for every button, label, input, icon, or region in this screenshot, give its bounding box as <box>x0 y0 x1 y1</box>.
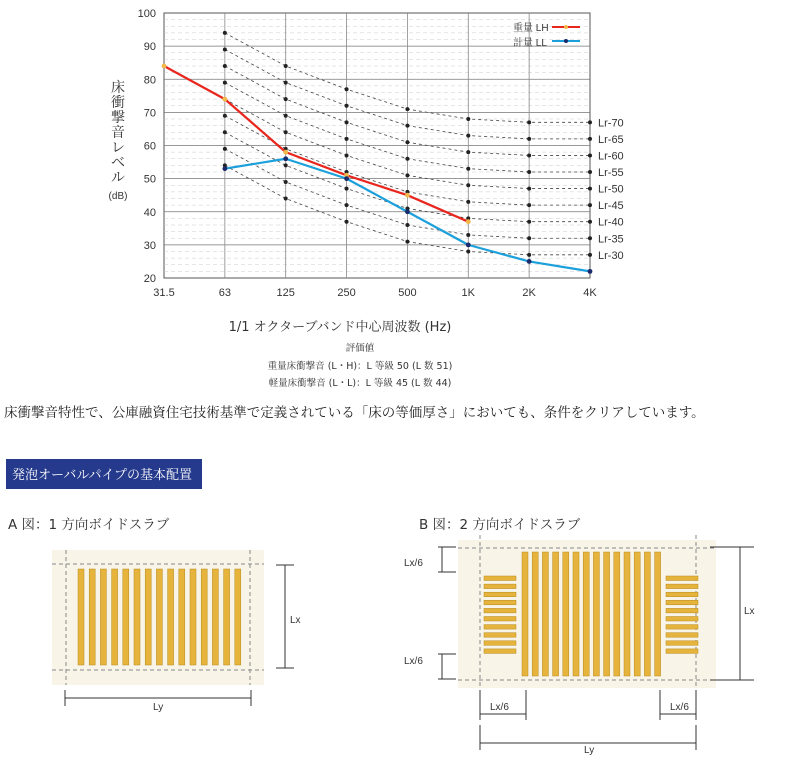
series-point <box>527 259 532 264</box>
reference-point <box>284 180 288 184</box>
reference-point <box>284 64 288 68</box>
reference-point <box>527 187 531 191</box>
series-point <box>466 242 471 247</box>
pipe-vertical <box>563 552 569 676</box>
pipe-horizontal-left <box>484 600 516 605</box>
x-axis-title: 1/1 オクターブバンド中心周波数 (Hz) <box>228 320 452 335</box>
reference-curve-label: Lr-55 <box>598 167 624 179</box>
pipe-vertical <box>112 569 118 665</box>
x-tick-label: 125 <box>276 287 295 299</box>
reference-point <box>588 220 592 224</box>
series-point <box>588 269 593 274</box>
reference-point <box>345 120 349 124</box>
reference-point <box>345 203 349 207</box>
reference-point <box>223 130 227 134</box>
pipe-vertical <box>655 552 661 676</box>
reference-point <box>588 137 592 141</box>
pipe-vertical <box>573 552 579 676</box>
pipe-vertical <box>644 552 650 676</box>
pipe-horizontal-right <box>666 584 698 589</box>
pipe-horizontal-right <box>666 617 698 622</box>
reference-point <box>466 250 470 254</box>
reference-point <box>405 107 409 111</box>
legend-ll-marker <box>564 39 568 43</box>
reference-point <box>588 170 592 174</box>
pipe-horizontal-left <box>484 617 516 622</box>
reference-point <box>527 253 531 257</box>
diagram-a-title: A 図：1 方向ボイドスラブ <box>8 517 170 533</box>
reference-point <box>284 114 288 118</box>
reference-point <box>588 203 592 207</box>
notes-light: 軽量床衝撃音 (L・L)：L 等級 45 (L 数 44) <box>268 378 452 389</box>
reference-point <box>345 137 349 141</box>
y-tick-label: 100 <box>137 8 156 20</box>
pipe-vertical <box>145 569 151 665</box>
reference-point <box>345 187 349 191</box>
reference-point <box>405 124 409 128</box>
label-ly-b: Ly <box>584 745 595 755</box>
pipe-vertical <box>78 569 84 665</box>
pipe-vertical <box>235 569 241 665</box>
y-axis-label-char: 音 <box>111 125 125 141</box>
pipe-horizontal-right <box>666 592 698 597</box>
y-tick-label: 90 <box>143 41 156 54</box>
reference-curve-label: Lr-70 <box>598 117 624 130</box>
reference-point <box>466 200 470 204</box>
reference-point <box>466 134 470 138</box>
reference-point <box>405 173 409 177</box>
reference-point <box>345 87 349 91</box>
pipe-horizontal-right <box>666 633 698 638</box>
reference-point <box>284 97 288 101</box>
reference-point <box>527 203 531 207</box>
pipe-vertical <box>542 552 548 676</box>
reference-point <box>345 153 349 157</box>
reference-point <box>405 157 409 161</box>
pipe-vertical <box>100 569 106 665</box>
y-tick-label: 20 <box>143 273 156 285</box>
pipe-vertical <box>604 552 610 676</box>
series-point <box>162 64 167 69</box>
reference-point <box>466 117 470 121</box>
pipe-vertical <box>156 569 162 665</box>
reference-point <box>405 240 409 244</box>
reference-point <box>284 130 288 134</box>
reference-point <box>284 81 288 85</box>
x-tick-label: 2K <box>522 287 536 299</box>
pipe-vertical <box>168 569 174 665</box>
pipe-vertical <box>614 552 620 676</box>
pipe-vertical <box>522 552 528 676</box>
y-tick-label: 50 <box>143 173 156 186</box>
y-tick-label: 70 <box>143 107 156 120</box>
label-b-x6-left: Lx/6 <box>490 702 509 713</box>
reference-point <box>223 114 227 118</box>
reference-point <box>405 223 409 227</box>
reference-point <box>223 31 227 35</box>
pipe-horizontal-right <box>666 600 698 605</box>
caption-text: 床衝撃音特性で、公庫融資住宅技術基準で定義されている「床の等価厚さ」においても、条件をクリアしています。 <box>4 405 705 421</box>
reference-point <box>588 120 592 124</box>
diagram-a <box>0 540 320 720</box>
series-point <box>222 97 227 102</box>
pipe-horizontal-left <box>484 592 516 597</box>
y-axis-label-char: 衝 <box>111 95 125 111</box>
pipe-horizontal-left <box>484 625 516 630</box>
pipe-horizontal-left <box>484 608 516 613</box>
series-point <box>466 219 471 224</box>
label-b-x6-right: Lx/6 <box>670 702 689 713</box>
pipes-a <box>78 569 241 665</box>
series-point <box>283 150 288 155</box>
reference-point <box>405 140 409 144</box>
reference-point <box>527 220 531 224</box>
y-axis-unit: (dB) <box>108 191 128 202</box>
series-point <box>405 193 410 198</box>
pipe-vertical <box>224 569 230 665</box>
x-tick-label: 250 <box>337 287 356 299</box>
x-tick-label: 500 <box>398 287 417 299</box>
reference-point <box>588 253 592 257</box>
reference-curve-label: Lr-45 <box>598 200 624 213</box>
reference-curve-label: Lr-40 <box>598 216 624 229</box>
pipe-vertical <box>624 552 630 676</box>
reference-point <box>284 163 288 167</box>
y-axis-label-char: 床 <box>111 80 125 96</box>
pipe-horizontal-right <box>666 608 698 613</box>
pipe-horizontal-left <box>484 641 516 646</box>
pipe-vertical <box>190 569 196 665</box>
reference-point <box>466 167 470 171</box>
pipe-horizontal-left <box>484 584 516 589</box>
reference-point <box>223 81 227 85</box>
pipe-vertical <box>634 552 640 676</box>
label-ly-a: Ly <box>153 702 164 713</box>
reference-curve-label: Lr-30 <box>598 249 624 262</box>
label-lx-b: Lx <box>744 606 755 617</box>
y-tick-label: 80 <box>143 74 156 87</box>
reference-curve-label: Lr-60 <box>598 150 624 163</box>
pipe-horizontal-left <box>484 576 516 581</box>
pipe-vertical <box>593 552 599 676</box>
y-tick-label: 60 <box>143 140 156 153</box>
reference-point <box>466 183 470 187</box>
legend-lh-label: 重量 LH <box>513 23 549 34</box>
x-tick-label: 63 <box>218 287 231 299</box>
pipe-horizontal-right <box>666 641 698 646</box>
notes-title: 評価値 <box>345 343 375 354</box>
reference-point <box>345 220 349 224</box>
x-tick-label: 1K <box>461 287 476 299</box>
pipe-horizontal-left <box>484 633 516 638</box>
reference-point <box>527 153 531 157</box>
x-tick-label: 31.5 <box>153 287 175 299</box>
label-lx-a: Lx <box>290 615 301 626</box>
series-point <box>222 166 227 171</box>
reference-point <box>588 187 592 191</box>
y-axis-label <box>109 80 128 202</box>
y-axis-label-char: ベ <box>111 155 125 171</box>
reference-point <box>284 197 288 201</box>
pipe-horizontal-right <box>666 649 698 654</box>
y-axis-label-char: レ <box>111 140 125 156</box>
y-tick-label: 40 <box>143 206 156 219</box>
reference-point <box>527 236 531 240</box>
y-axis-label-char: 撃 <box>111 110 125 126</box>
pipe-vertical <box>134 569 140 665</box>
reference-point <box>527 170 531 174</box>
diagram-b <box>380 530 808 755</box>
reference-point <box>466 233 470 237</box>
pipe-vertical <box>532 552 538 676</box>
pipe-vertical <box>212 569 218 665</box>
reference-point <box>466 150 470 154</box>
reference-curve-label: Lr-65 <box>598 133 624 146</box>
reference-point <box>223 47 227 51</box>
label-b-x6-bottom: Lx/6 <box>404 656 423 667</box>
reference-point <box>527 120 531 124</box>
section-title: 発泡オーバルパイプの基本配置 <box>6 459 202 489</box>
x-tick-label: 4K <box>583 287 597 299</box>
pipe-vertical <box>583 552 589 676</box>
pipe-horizontal-left <box>484 649 516 654</box>
y-tick-label: 30 <box>143 239 156 252</box>
series-point <box>283 156 288 161</box>
series-point <box>405 209 410 214</box>
pipe-vertical <box>553 552 559 676</box>
reference-curve-label: Lr-35 <box>598 233 624 246</box>
reference-point <box>223 64 227 68</box>
reference-curve-label: Lr-50 <box>598 183 624 196</box>
diagram-b-title: B 図：2 方向ボイドスラブ <box>419 517 581 533</box>
pipe-vertical <box>201 569 207 665</box>
reference-point <box>588 236 592 240</box>
y-axis-label-char: ル <box>111 170 125 186</box>
pipe-horizontal-right <box>666 576 698 581</box>
pipe-vertical <box>123 569 129 665</box>
pipe-vertical <box>89 569 95 665</box>
notes-heavy: 重量床衝撃音 (L・H)：L 等級 50 (L 数 51) <box>267 361 453 372</box>
pipe-horizontal-right <box>666 625 698 630</box>
reference-point <box>345 104 349 108</box>
reference-point <box>527 137 531 141</box>
series-point <box>344 176 349 181</box>
label-b-x6-top: Lx/6 <box>404 558 423 569</box>
reference-point <box>588 153 592 157</box>
pipe-vertical <box>179 569 185 665</box>
legend-ll-label: 計量 LL <box>513 38 547 49</box>
reference-point <box>223 147 227 151</box>
legend-lh-marker <box>564 25 568 29</box>
